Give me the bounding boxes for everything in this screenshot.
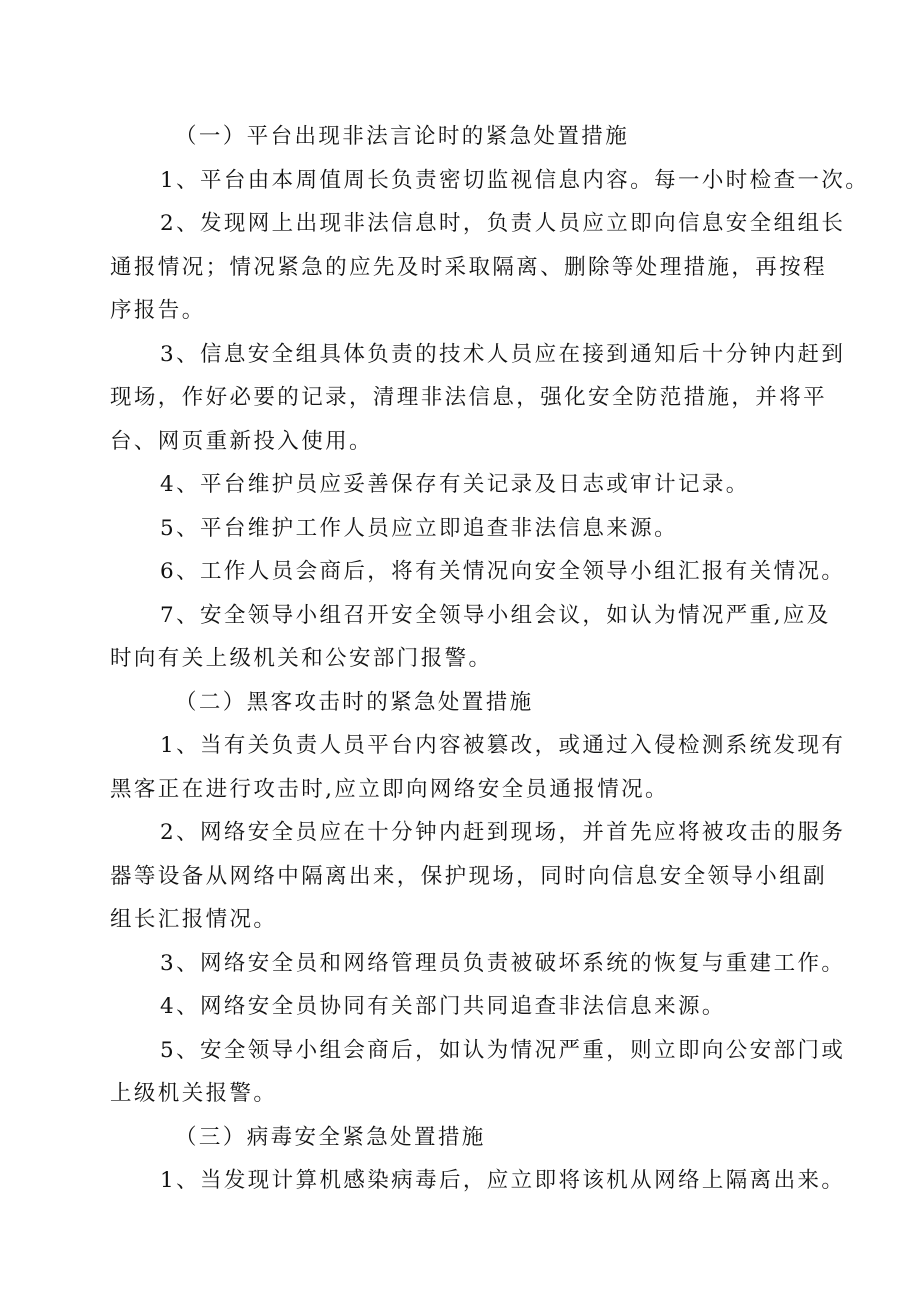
paragraph-line: 序报告。	[110, 298, 206, 323]
paragraph-line: 2、网络安全员应在十分钟内赶到现场，并首先应将被攻击的服务	[160, 820, 846, 845]
paragraph-line: 通报情况；情况紧急的应先及时采取隔离、删除等处理措施，再按程	[110, 254, 828, 280]
paragraph-line: 台、网页重新投入使用。	[110, 428, 373, 454]
paragraph-line: 黑客正在进行攻击时,应立即向网络安全员通报情况。	[110, 776, 669, 802]
section-heading-2: （二）黑客攻击时的紧急处置措施	[175, 689, 534, 715]
document-page	[110, 115, 870, 1203]
paragraph-line: 器等设备从网络中隔离出来，保护现场，同时向信息安全领导小组副	[110, 863, 828, 889]
paragraph-line: 7、安全领导小组召开安全领导小组会议，如认为情况严重,应及	[160, 602, 831, 628]
section-heading-3: （三）病毒安全紧急处置措施	[175, 1124, 486, 1150]
paragraph-line: 组长汇报情况。	[110, 907, 278, 932]
paragraph-line: 2、发现网上出现非法信息时，负责人员应立即向信息安全组组长	[160, 211, 846, 236]
paragraph-line: 1、当有关负责人员平台内容被篡改，或通过入侵检测系统发现有	[160, 733, 846, 758]
paragraph-line: 时向有关上级机关和公安部门报警。	[110, 646, 493, 671]
paragraph-line: 上级机关报警。	[110, 1081, 278, 1106]
paragraph-line: 现场，作好必要的记录，清理非法信息，强化安全防范措施，并将平	[110, 385, 828, 410]
paragraph-line: 5、安全领导小组会商后，如认为情况严重，则立即向公安部门或	[160, 1037, 846, 1063]
paragraph-line: 3、网络安全员和网络管理员负责被破坏系统的恢复与重建工作。	[160, 950, 846, 976]
paragraph-line: 6、工作人员会商后，将有关情况向安全领导小组汇报有关情况。	[160, 559, 846, 584]
paragraph-line: 1、当发现计算机感染病毒后，应立即将该机从网络上隔离出来。	[160, 1168, 846, 1193]
paragraph-line: 5、平台维护工作人员应立即追查非法信息来源。	[160, 515, 678, 541]
paragraph-line: 1、平台由本周值周长负责密切监视信息内容。每一小时检查一次。	[160, 167, 870, 193]
paragraph-line: 4、网络安全员协同有关部门共同追查非法信息来源。	[160, 994, 726, 1019]
paragraph-line: 3、信息安全组具体负责的技术人员应在接到通知后十分钟内赶到	[160, 341, 846, 367]
paragraph-line: 4、平台维护员应妥善保存有关记录及日志或审计记录。	[160, 472, 750, 497]
section-heading-1: （一）平台出现非法言论时的紧急处置措施	[175, 124, 630, 149]
